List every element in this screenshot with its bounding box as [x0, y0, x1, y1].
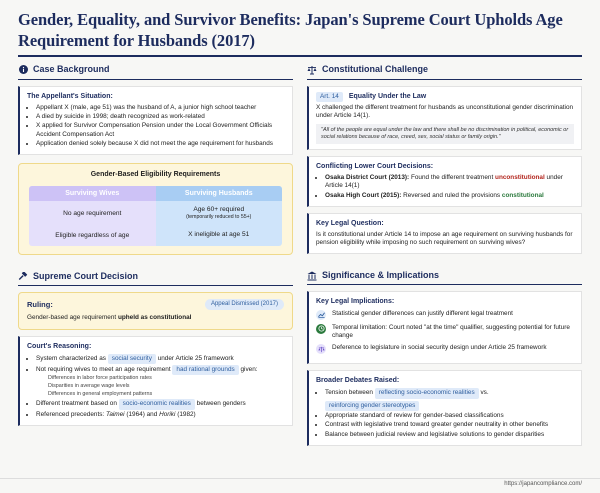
debate-text: Tension between — [325, 389, 373, 397]
ruling-text-b: upheld as constitutional — [117, 314, 192, 322]
info-icon — [18, 65, 28, 75]
implications-header — [307, 270, 582, 286]
decision-header — [18, 271, 293, 287]
implication-text: Temporal limitation: Court noted "at the time" qualifier, suggesting potential for future change — [332, 323, 570, 339]
right-column — [307, 64, 582, 446]
columns — [18, 64, 582, 446]
husbands-column — [156, 186, 283, 246]
reason-text: Different treatment based on — [36, 400, 117, 408]
challenge-header — [307, 64, 582, 80]
sub-list-item: Disparities in average wage levels — [48, 383, 130, 390]
key-question-text: Is it constitutional under Article 14 to impose an age requirement on surviving husbands for pension eligibility while imposing no such requirement on surviving wives? — [316, 231, 573, 247]
court-name: Osaka District Court (2013): — [325, 174, 410, 182]
implication-text: Statistical gender differences can justify different legal treatment — [332, 309, 513, 317]
reason-text: Not requiring wives to meet an age requirement — [36, 365, 171, 373]
lower-courts-card — [307, 156, 582, 207]
balance-icon — [316, 344, 326, 354]
reason-text: under Article 25 framework — [157, 354, 234, 362]
list-item — [325, 174, 574, 191]
article14-card — [307, 86, 582, 150]
footer-divider — [0, 478, 600, 479]
decision-title: Supreme Court Decision — [33, 270, 139, 281]
reasoning-card — [18, 336, 293, 426]
sub-list-item: Differences in labor force participation rates — [48, 375, 152, 382]
key-implications-title: Key Legal Implications: — [316, 298, 395, 306]
ruling-text-a: Gender-based age requirement — [27, 314, 117, 322]
constitutional-keyword: constitutional — [501, 191, 544, 199]
ruling-top — [27, 299, 284, 310]
husbands-header: Surviving Husbands — [156, 186, 283, 201]
ruling-label: Ruling: — [27, 299, 53, 309]
precedent-name: Horiki — [159, 410, 176, 418]
reasoning-list — [27, 354, 285, 419]
court-text: under Article 14(1) — [325, 174, 563, 190]
wives-age-cell: No age requirement — [63, 209, 122, 217]
tag-line — [325, 401, 574, 411]
list-item — [36, 411, 285, 419]
reason-text: (1982) — [177, 410, 196, 418]
lower-courts-title: Conflicting Lower Court Decisions: — [316, 162, 434, 170]
list-item: • Appellant X (male, age 51) was the husband of A, a junior high school teacher — [36, 104, 285, 112]
article-tag: Art. 14 — [316, 92, 343, 102]
list-item — [325, 388, 574, 411]
wives-header: Surviving Wives — [29, 186, 156, 201]
keyword-tag: had rational grounds — [172, 365, 238, 375]
court-text: Reversed and ruled the provisions — [403, 191, 501, 199]
footer-url[interactable]: https://japancompliance.com/ — [504, 481, 582, 488]
unconstitutional-keyword: unconstitutional — [495, 174, 545, 182]
debate-text: vs. — [480, 389, 489, 397]
lower-courts-list — [316, 174, 574, 200]
challenge-title: Constitutional Challenge — [322, 64, 429, 74]
precedent-name: Taimei — [106, 410, 125, 418]
husbands-age-note: (temporarily reduced to 55+) — [186, 214, 252, 221]
husbands-age-cell — [156, 201, 283, 226]
page-title: Gender, Equality, and Survivor Benefits: Japan's Supreme Court Upholds Age Requirement for Husbands (2017) — [18, 10, 563, 50]
keyword-tag: socio-economic realities — [119, 399, 195, 409]
reason-text: (1964) and — [126, 410, 158, 418]
list-item — [325, 192, 574, 200]
clock-icon — [316, 324, 326, 334]
husbands-eligibility-cell: X ineligible at age 51 — [188, 230, 250, 238]
debates-list — [316, 388, 574, 439]
list-item — [36, 399, 285, 409]
list-item: • A died by suicide in 1998; death recognized as work-related — [36, 113, 285, 121]
debates-card — [307, 370, 582, 446]
ruling-box — [18, 292, 293, 329]
list-item: • Appropriate standard of review for gender-based classifications — [325, 412, 574, 420]
list-item: • Application denied solely because X did not meet the age requirement for husbands — [36, 140, 285, 148]
reason-text: Referenced precedents: — [36, 410, 105, 418]
appellant-situation-card — [18, 86, 293, 156]
title-divider — [18, 55, 582, 57]
eligibility-table — [29, 186, 282, 246]
list-item — [36, 365, 285, 398]
key-question-card — [307, 213, 582, 254]
wives-column — [29, 186, 156, 246]
implication-row — [316, 344, 574, 354]
status-badge: Appeal Dismissed (2017) — [205, 299, 284, 310]
debates-title: Broader Debates Raised: — [316, 377, 400, 385]
list-item: • Contrast with legislative trend toward greater gender neutrality in other benefits — [325, 421, 574, 429]
implication-row — [316, 310, 574, 320]
key-question-title: Key Legal Question: — [316, 220, 384, 228]
left-column — [18, 64, 293, 446]
keyword-tag: reflecting socio-economic realities — [375, 388, 479, 398]
husbands-age-main: Age 60+ required — [193, 205, 245, 213]
ruling-text — [27, 314, 284, 322]
article-title: Equality Under the Law — [348, 93, 427, 101]
situation-title: The Appellant's Situation: — [27, 92, 113, 100]
list-item: • X applied for Survivor Compensation Pension under the Local Government Officials Accident Compensation Act — [36, 122, 285, 139]
keyword-tag: reinforcing gender stereotypes — [325, 401, 419, 411]
sub-list-item: Differences in general employment patterns — [48, 391, 153, 398]
gavel-icon — [18, 272, 28, 282]
reason-text: given: — [240, 365, 258, 373]
court-text: Found the different treatment — [410, 174, 494, 182]
key-implications-card — [307, 291, 582, 364]
eligibility-title: Gender-Based Eligibility Requirements — [90, 171, 221, 179]
list-item: • Balance between judicial review and legislative solutions to gender disparities — [325, 431, 574, 439]
article14-header — [316, 92, 574, 102]
scale-icon — [307, 65, 317, 75]
list-item — [36, 354, 285, 364]
situation-list — [27, 104, 285, 149]
case-background-header — [18, 64, 293, 80]
implication-text: Deference to legislature in social security design under Article 25 framework — [332, 344, 547, 352]
constitution-quote: "All of the people are equal under the law and there shall be no discrimination in political, economic or social relations because of race, creed, sex, social status or family origin." — [316, 124, 574, 144]
institution-icon — [307, 271, 317, 281]
reason-text: System characterized as — [36, 354, 106, 362]
eligibility-box — [18, 163, 293, 254]
wives-eligibility-cell: Eligible regardless of age — [55, 232, 130, 240]
chart-icon — [316, 310, 326, 320]
court-name: Osaka High Court (2015): — [325, 191, 402, 199]
keyword-tag: social security — [108, 354, 156, 364]
article-description: X challenged the different treatment for husbands as unconstitutional gender discrimination under Article 14(1). — [316, 104, 574, 120]
case-background-title: Case Background — [33, 64, 110, 74]
reasoning-title: Court's Reasoning: — [27, 342, 92, 350]
implication-row — [316, 324, 574, 341]
sub-list — [36, 375, 285, 398]
implications-title: Significance & Implications — [322, 269, 440, 280]
reason-text: between genders — [196, 400, 246, 408]
